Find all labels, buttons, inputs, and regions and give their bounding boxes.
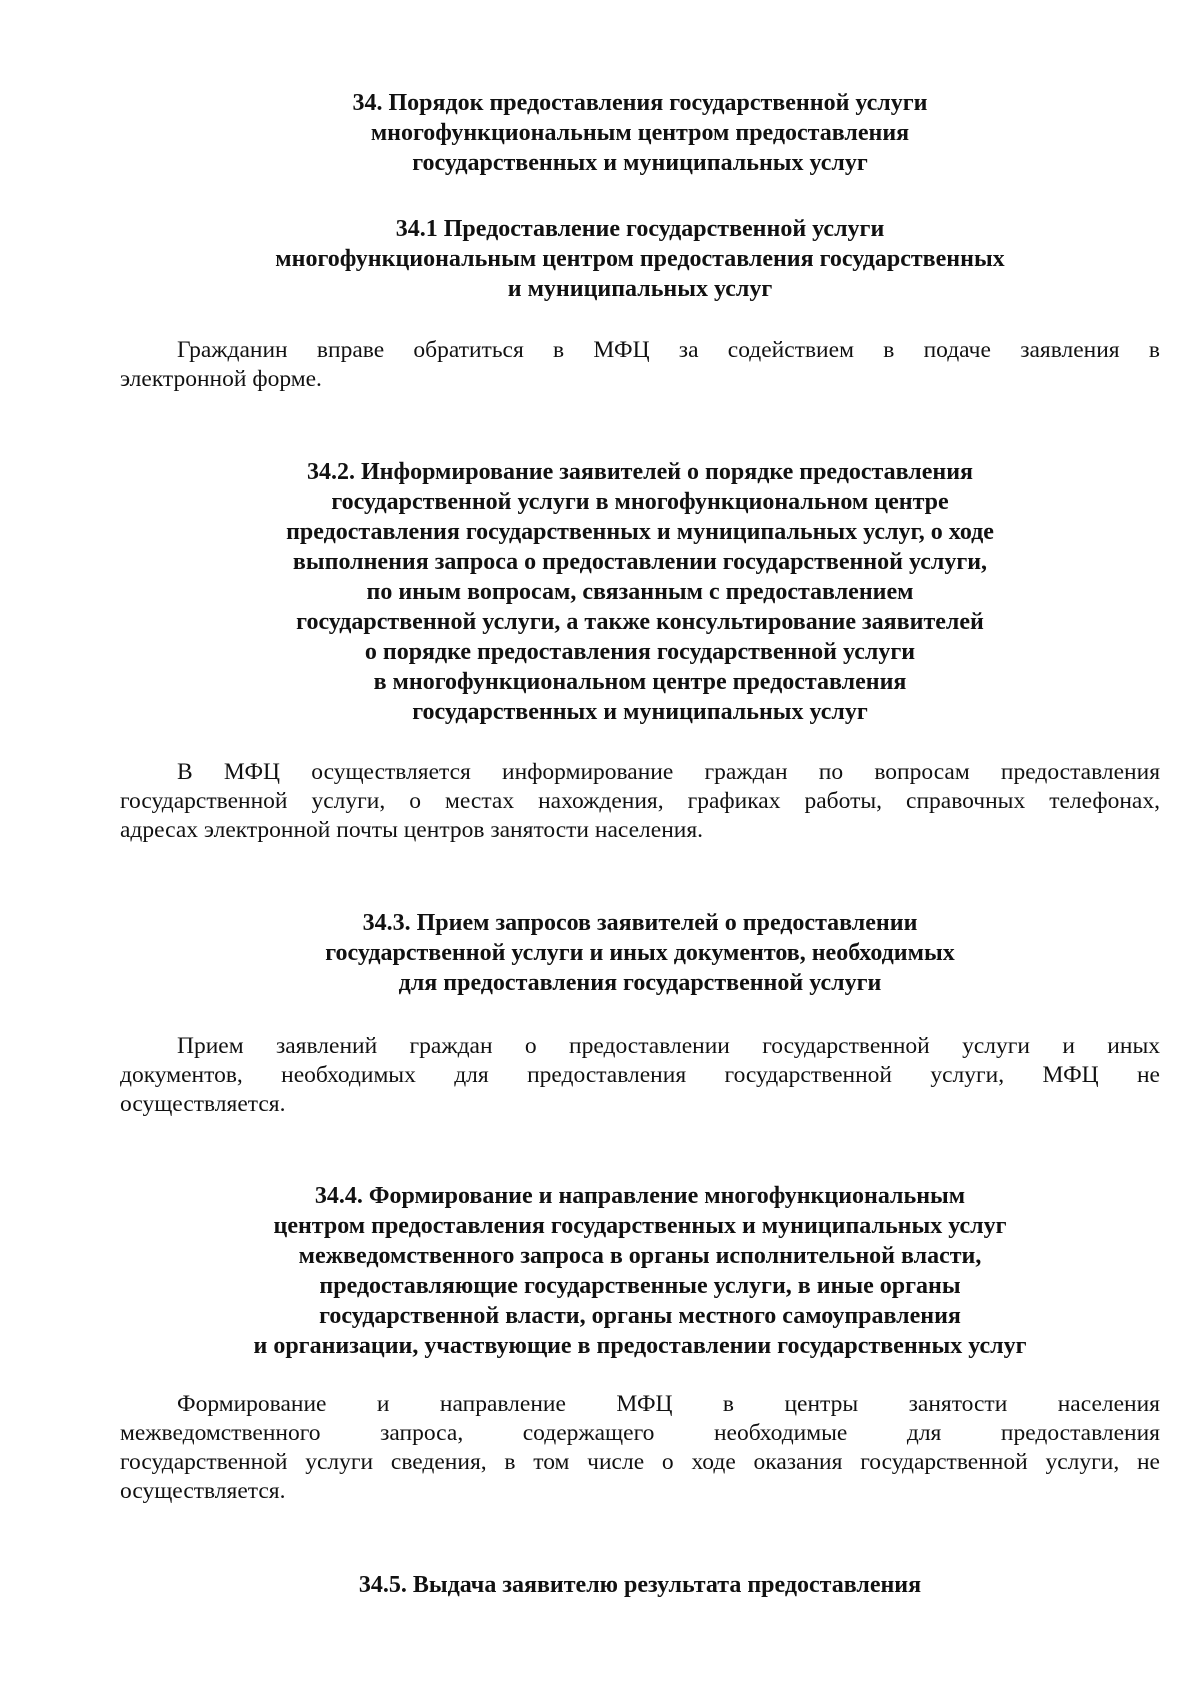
paragraph-line: Прием заявлений граждан о предоставлении государственной услуги и иных xyxy=(177,1033,1160,1059)
heading-line: 34.1 Предоставление государственной услуги xyxy=(395,216,885,242)
heading-line: 34.5. Выдача заявителю результата предоставления xyxy=(358,1572,922,1598)
section-34-2-heading xyxy=(120,457,1160,727)
paragraph-line: электронной форме. xyxy=(120,366,322,392)
section-34-3-heading xyxy=(120,908,1160,998)
paragraph-line: документов, необходимых для предоставления государственной услуги, МФЦ не xyxy=(120,1062,1160,1088)
paragraph-line: Гражданин вправе обратиться в МФЦ за содействием в подаче заявления в xyxy=(177,337,1160,363)
heading-line: по иным вопросам, связанным с предоставлением xyxy=(366,579,914,605)
heading-line: многофункциональным центром предоставления xyxy=(370,120,910,146)
heading-line: центром предоставления государственных и муниципальных услуг xyxy=(273,1213,1007,1239)
heading-line: государственных и муниципальных услуг xyxy=(412,699,868,725)
heading-line: 34.4. Формирование и направление многофункциональным xyxy=(314,1183,966,1209)
paragraph-line: осуществляется. xyxy=(120,1091,286,1117)
heading-line: и муниципальных услуг xyxy=(507,276,773,302)
heading-line: выполнения запроса о предоставлении государственной услуги, xyxy=(292,549,988,575)
heading-line: многофункциональным центром предоставления государственных xyxy=(275,246,1005,272)
section-34-4-paragraph xyxy=(120,1390,1160,1506)
heading-line: государственной услуги и иных документов, необходимых xyxy=(325,940,955,966)
paragraph-line: Формирование и направление МФЦ в центры занятости населения xyxy=(177,1391,1160,1417)
section-34-heading xyxy=(120,88,1160,178)
heading-line: предоставляющие государственные услуги, в иные органы xyxy=(319,1273,961,1299)
section-34-1-heading xyxy=(120,214,1160,304)
paragraph-line: В МФЦ осуществляется информирование граждан по вопросам предоставления xyxy=(177,759,1160,785)
section-34-2-paragraph xyxy=(120,758,1160,845)
section-34-1-paragraph xyxy=(120,336,1160,394)
section-34-4-heading xyxy=(120,1181,1160,1361)
paragraph-line: государственной услуги, о местах нахождения, графиках работы, справочных телефонах, xyxy=(120,788,1160,814)
heading-line: 34.2. Информирование заявителей о порядке предоставления xyxy=(306,459,974,485)
paragraph-line: государственной услуги сведения, в том числе о ходе оказания государственной услуги, не xyxy=(120,1449,1160,1475)
heading-line: предоставления государственных и муниципальных услуг, о ходе xyxy=(286,519,994,545)
heading-line: государственных и муниципальных услуг xyxy=(412,150,868,176)
heading-line: межведомственного запроса в органы исполнительной власти, xyxy=(298,1243,982,1269)
heading-line: и организации, участвующие в предоставлении государственных услуг xyxy=(253,1333,1027,1359)
section-34-5-heading xyxy=(120,1570,1160,1600)
heading-line: 34.3. Прием запросов заявителей о предоставлении xyxy=(362,910,918,936)
heading-line: о порядке предоставления государственной услуги xyxy=(364,639,916,665)
heading-line: в многофункциональном центре предоставления xyxy=(373,669,907,695)
heading-line: для предоставления государственной услуги xyxy=(398,970,882,996)
heading-line: государственной услуги в многофункциональном центре xyxy=(331,489,949,515)
paragraph-line: осуществляется. xyxy=(120,1478,286,1504)
paragraph-line: адресах электронной почты центров занятости населения. xyxy=(120,817,704,843)
paragraph-line: межведомственного запроса, содержащего необходимые для предоставления xyxy=(120,1420,1160,1446)
heading-line: государственной услуги, а также консультирование заявителей xyxy=(296,609,984,635)
heading-line: государственной власти, органы местного самоуправления xyxy=(319,1303,961,1329)
section-34-3-paragraph xyxy=(120,1032,1160,1119)
heading-line: 34. Порядок предоставления государственной услуги xyxy=(352,90,928,116)
